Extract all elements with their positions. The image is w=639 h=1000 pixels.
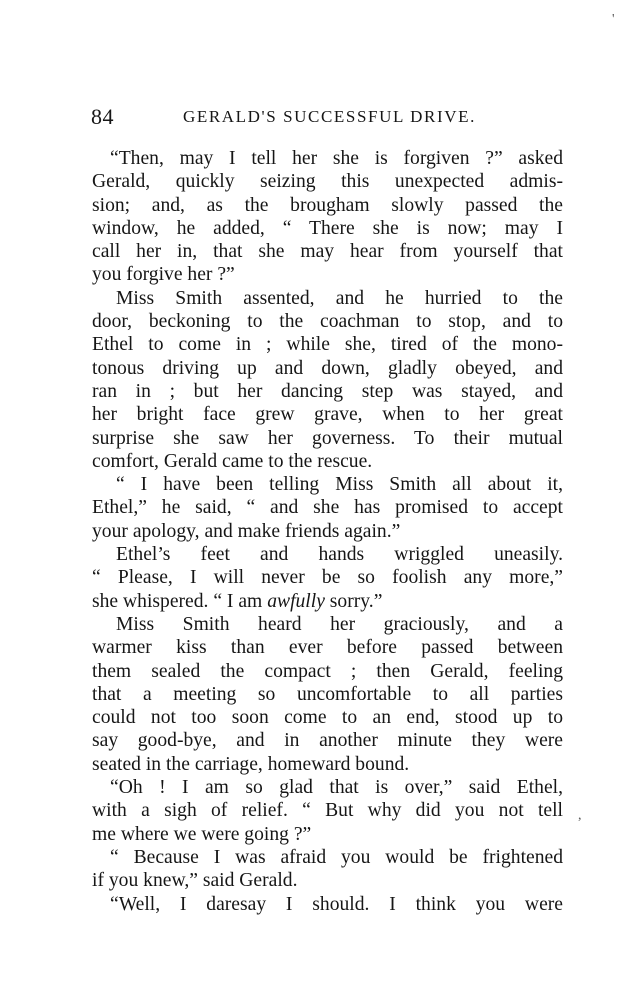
text-line: me where we were going ?” [92, 823, 312, 845]
text-line: if you knew,” said Gerald. [92, 870, 298, 892]
text-line: Ethel,” he said, “ and she has promised to accept [92, 497, 563, 519]
text-line: “ Please, I will never be so foolish any more,” [92, 567, 563, 589]
page-number: 84 [91, 104, 114, 129]
text-line: door, beckoning to the coachman to stop, and to [92, 311, 563, 333]
text-line: her bright face grew grave, when to her great [92, 404, 563, 426]
text-line: “Well, I daresay I should. I think you were [110, 893, 563, 915]
page-header [91, 104, 551, 134]
text-line: tonous driving up and down, gladly obeyed, and [92, 357, 563, 379]
body-text [92, 147, 563, 916]
text-line: ran in ; but her dancing step was stayed, and [92, 380, 563, 402]
text-line: window, he added, “ There she is now; may I [92, 217, 563, 239]
text-line: Gerald, quickly seizing this unexpected admis- [92, 171, 563, 193]
text-segment: she whispered. “ I am [92, 590, 268, 612]
running-title: GERALD'S SUCCESSFUL DRIVE. [183, 107, 476, 126]
text-segment: sorry.” [324, 590, 383, 612]
text-line: Ethel to come in ; while she, tired of the mono- [92, 334, 563, 356]
text-line: them sealed the compact ; then Gerald, feeling [92, 660, 563, 682]
text-line: with a sigh of relief. “ But why did you not tell [92, 800, 563, 822]
text-line: sion; and, as the brougham slowly passed the [92, 194, 563, 216]
text-line: say good-bye, and in another minute they were [92, 730, 563, 752]
text-line [92, 590, 563, 613]
text-line: Miss Smith heard her graciously, and a [116, 613, 563, 635]
margin-tick-mark: ' [612, 12, 615, 27]
text-line: “ Because I was afraid you would be frightened [110, 846, 563, 868]
text-line: comfort, Gerald came to the rescue. [92, 450, 373, 472]
text-line: warmer kiss than ever before passed between [92, 637, 563, 659]
text-line: seated in the carriage, homeward bound. [92, 753, 410, 775]
text-line: “Then, may I tell her she is forgiven ?” asked [110, 148, 563, 169]
text-line: that a meeting so uncomfortable to all parties [92, 683, 563, 705]
margin-tick-mark: , [578, 808, 582, 823]
italic-emphasis: awfully [267, 590, 325, 612]
text-line: surprise she saw her governess. To their mutual [92, 427, 563, 449]
text-line: Ethel’s feet and hands wriggled uneasily. [116, 544, 563, 566]
text-line: you forgive her ?” [92, 264, 235, 286]
text-line: call her in, that she may hear from yourself that [92, 241, 563, 263]
text-line: your apology, and make friends again.” [92, 520, 401, 542]
text-line: “ I have been telling Miss Smith all about it, [116, 474, 563, 496]
text-line: could not too soon come to an end, stood up to [92, 707, 563, 729]
text-line: Miss Smith assented, and he hurried to the [116, 287, 563, 309]
text-line: “Oh ! I am so glad that is over,” said Ethel, [110, 777, 563, 799]
